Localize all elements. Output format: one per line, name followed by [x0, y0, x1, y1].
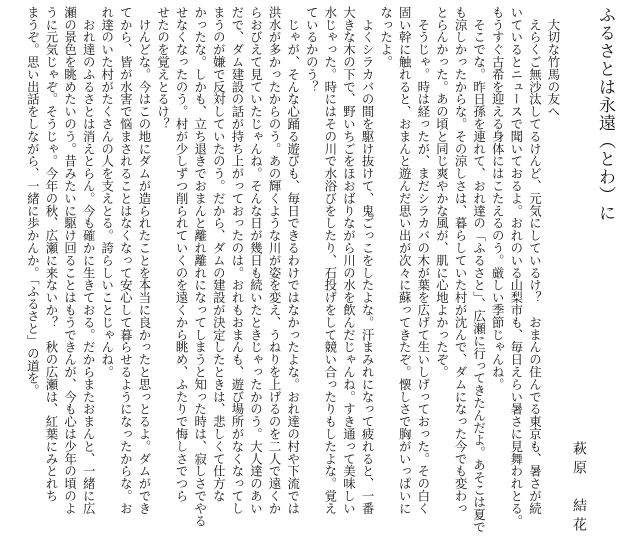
text-line: れ達のいた村がたくさんの人を支えとる。誇らしいことじゃんね。 — [99, 6, 115, 378]
text-line: かったな。しかも、立ち退きでおまんと離れ離れになってしまうと知った時は、寂しさでやる — [192, 6, 208, 527]
text-line: おれ達のふるさとは消えとらん。今も確かに生きておる。だからまたおまんと、一緒に広 — [81, 6, 97, 515]
text-line: 固い幹に触れると、おまんと遊んだ思い出が次々に蘇ってきたぞ。懐しさで胸がいっぱいに — [397, 6, 413, 515]
text-line: ているかのう？ — [304, 6, 320, 93]
text-line: よくシラカバの間を駆け抜けて、鬼ごっこをしたよな。汗まみれになって疲れると、一番 — [360, 6, 376, 515]
text-line: とらんかった。あの頃と同じ爽やかな風が、肌に心地よかったぞ。 — [434, 6, 450, 378]
text-line: 水じゃった。時にはその川で水浴びをしたり、石投げをして競い合ったりもしたよな。覚え — [322, 6, 338, 515]
text-line: まうのが嫌で反対していたのう。だから、ダムの建設が決定したときは、悲しくて仕方な — [211, 6, 227, 502]
text-line: てから、皆が水害で悩まされることはなくなって安心して暮らせるようになったからな。お — [118, 6, 134, 515]
text-line: 大切な竹馬の友へ — [546, 6, 561, 118]
text-line: 大きな木の下で、野いちごをほおばりながら川の水を飲んだじゃんね。すき通って美味しい — [341, 6, 357, 515]
text-line: 洪水が多かったからのう。あの輝くような川が姿を変え、うねりを上げるのを二人で遠くか — [267, 6, 283, 515]
text-line: いているとニュースで聞いておるよ。おれのいる山梨市も、毎日えらい暑さに見舞われとる。 — [508, 6, 524, 527]
text-line: じゃが、そんな心踊る遊びも、毎日できるわけではなかったよな。おれ達の村や下流では — [285, 6, 301, 515]
text-line: もうすぐ古希を迎える身体にはこたえるのう。厳しい季節じゃんね。 — [490, 6, 506, 391]
text-line: そこでな。昨日孫を連れて、おれ達の「ふるさと」、広瀬に行ってきたんだよ。あそこは夏で — [471, 6, 487, 533]
author-column — [568, 6, 590, 536]
document-title: ふるさとは永遠（とわ）に — [595, 6, 615, 222]
text-line: せたのを覚えとるけ？ — [155, 6, 171, 130]
vertical-text-block — [23, 6, 620, 536]
text-line: も涼しかったからな。その涼しさは、暮らしていた村が沈んで、ダムになった今でも変わっ — [453, 6, 469, 515]
text-line: なったよ。 — [378, 6, 394, 68]
text-line: だで、ダム建設の話が持ち上がっておったのは。おれもおまんも、遊び場所がなくなってし — [229, 6, 245, 515]
text-line: そうじゃ。時は経ったが、まだシラカバの木が葉を広げて生いしげっておった。その白く — [415, 6, 431, 515]
text-line: 瀬の景色を眺めたいのう。昔みたいに駆け回ることはもうできんが、今も心は少年の頃のよ — [62, 6, 78, 515]
author-name: 萩原 結花 — [571, 441, 587, 536]
text-line: らおびえて見ていたじゃんね。そんな日が幾日も続いたときじゃったかのう。大人達のあい — [248, 6, 264, 515]
text-line: けんどな。今はこの地にダムが造られたことを本当に良かったと思っとるよ。ダムができ — [136, 6, 152, 515]
text-line: うに元気じゃぞ。そうじゃ。今年の秋、広瀬に来ないか？ 秋の広瀬は、紅葉にみとれち — [43, 6, 59, 502]
text-line: えらくご無沙汰してるけんど、元気にしているけ？ おまんの住んでる東京も、暑さが続 — [527, 6, 543, 515]
spacer — [562, 6, 568, 536]
text-line: せなくなったのう。村が少しずつ削られていくのを遠くから眺め、ふたりで悔しさでつら — [174, 6, 190, 502]
text-line: まうぞ。思い出話をしながら、一緒に歩かんか。「ふるさと」の道を。 — [25, 6, 41, 397]
